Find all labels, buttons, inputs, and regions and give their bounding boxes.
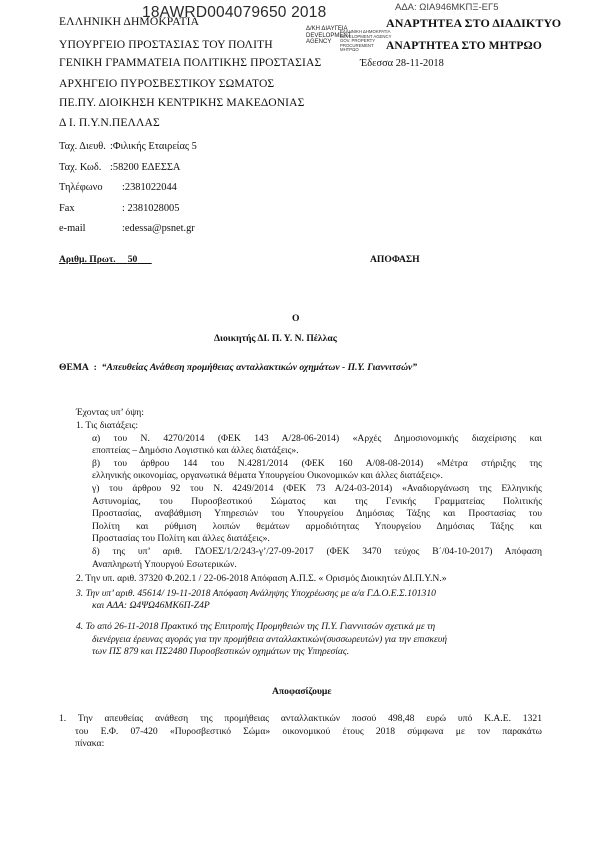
stamp-internet: ΑΝΑΡΤΗΤΕΑ ΣΤΟ ΔΙΑΔΙΚΤΥΟ xyxy=(386,16,562,30)
agency-small-print: ΕΛΛΗΝΙΚΗ ΔΗΜΟΚΡΑΤΙΑ DEVELOPMENT AGENCY GOV. PROPERTY PROCUREMENT ΜΗΤΡΩΟ xyxy=(340,29,392,53)
contact-row: Τηλέφωνο :2381022044 xyxy=(59,182,177,194)
item-4: 4. Το από 26-11-2018 Πρακτικό της Επιτροπής Προμηθειών της Π.Υ. Γιαννιτσών σχετικά με τη διενέργεια έρευνας αγοράς για την προμήθεια ανταλλακτικών(συσσωρευτών) για την επισκευή των ΠΣ 879 και ΠΣ2480 Πυροσβεστικών οχημάτων της Υπηρεσίας. xyxy=(76,620,447,658)
decision-text: 1. Την απευθείας ανάθεση της προμήθειας ανταλλακτικών ποσού 498,48 ευρώ υπό Κ.Α.Ε. 1321 του Ε.Φ. 07-420 «Πυροσβεστικό Σώμα» οικονομικού έτους 2018 σύμφωνα με τον παρακάτω πίνακα: xyxy=(59,713,542,750)
commander-title: Διοικητής ΔΙ. Π. Υ. Ν. Πέλλας xyxy=(214,333,337,344)
barcode-text: 18AWRD004079650 2018 xyxy=(142,4,327,21)
item-1d: δ) της υπ’ αριθ. ΓΔΟΕΣ/1/2/243-γ’/27-09-2017 (ΦΕΚ 3470 τεύχος Β΄/04-10-2017) Απόφαση Αναπληρωτή Υπουργού Εσωτερικών. xyxy=(92,545,542,570)
ada-code: ΑΔΑ: ΩΙΑ946ΜΚΠΞ-ΕΓ5 xyxy=(395,2,499,13)
stamp-registry: ΑΝΑΡΤΗΤΕΑ ΣΤΟ ΜΗΤΡΩΟ xyxy=(386,40,542,52)
subject-line: ΘΕΜΑ : “Απευθείας Ανάθεση προμήθειας ανταλλακτικών οχημάτων - Π.Υ. Γιαννιτσών” xyxy=(59,362,418,373)
header-line-5: ΠΕ.ΠΥ. ΔΙΟΙΚΗΣΗ ΚΕΝΤΡΙΚΗΣ ΜΑΚΕΔΟΝΙΑΣ xyxy=(59,96,305,109)
the-letter: Ο xyxy=(292,313,300,324)
contact-row: Ταχ. Κωδ. :58200 ΕΔΕΣΣΑ xyxy=(59,161,181,173)
header-line-3: ΓΕΝΙΚΗ ΓΡΑΜΜΑΤΕΙΑ ΠΟΛΙΤΙΚΗΣ ΠΡΟΣΤΑΣΙΑΣ xyxy=(59,56,322,69)
decide-heading: Αποφασίζουμε xyxy=(272,686,332,697)
item-2: 2. Την υπ. αριθ. 37320 Φ.202.1 / 22-06-2018 Απόφαση Α.Π.Σ. « Ορισμός Διοικητών ΔΙ.Π.Υ.Ν.» xyxy=(76,573,447,585)
header-line-4: ΑΡΧΗΓΕΙΟ ΠΥΡΟΣΒΕΣΤΙΚΟΥ ΣΩΜΑΤΟΣ xyxy=(59,77,275,90)
contact-block xyxy=(59,137,197,240)
header-line-1: ΕΛΛΗΝΙΚΗ ΔΗΜΟΚΡΑΤΙΑ xyxy=(59,15,200,28)
item-1b: β) του άρθρου 144 του Ν.4281/2014 (ΦΕΚ 160 Α/08-08-2014) «Μέτρα στήριξης της ελληνικής οικονομίας, οργανωτικά θέματα Υπουργείου Οικονομικών και άλλες διατάξεις». xyxy=(92,457,542,482)
place-date: Έδεσσα 28-11-2018 xyxy=(360,58,444,69)
agency-label: Δ/ΚΗ ΔΙΑΥΓΕΙΑ DEVELOPMENT AGENCY xyxy=(306,26,352,45)
contact-row: Fax : 2381028005 xyxy=(59,202,180,214)
intro-text: Έχοντας υπ’ όψη: xyxy=(76,407,144,418)
protocol-number: Αριθμ. Πρωτ. 50 xyxy=(59,254,138,265)
item-1: 1. Τις διατάξεις: xyxy=(76,420,139,431)
header-line-6: Δ Ι. Π.Υ.Ν.ΠΕΛΛΑΣ xyxy=(59,116,160,129)
item-3: 3. Την υπ’ αριθ. 45614/ 19-11-2018 Απόφαση Ανάληψης Υποχρέωσης με α/α Γ.Δ.Ο.Ε.Σ.101310 και ΑΔΑ: Ω4ΨΩ46ΜΚ6Π-Ζ4Ρ xyxy=(76,587,436,612)
contact-row: e-mail :edessa@psnet.gr xyxy=(59,223,195,235)
item-1a: α) του Ν. 4270/2014 (ΦΕΚ 143 Α/28-06-2014) «Αρχές Δημοσιονομικής διαχείρισης και εποπτείας – Δημόσιο Λογιστικό και άλλες διατάξεις». xyxy=(92,432,542,457)
considerations-list xyxy=(76,420,542,659)
contact-row: Ταχ. Διευθ. :Φιλικής Εταιρείας 5 xyxy=(59,141,197,152)
header-line-2: ΥΠΟΥΡΓΕΙΟ ΠΡΟΣΤΑΣΙΑΣ ΤΟΥ ΠΟΛΙΤΗ xyxy=(59,38,273,51)
item-1c: γ) του άρθρου 92 του Ν. 4249/2014 (ΦΕΚ 73 Α/24-03-2014) «Αναδιοργάνωση της Ελληνικής Αστυνομίας, του Πυροσβεστικού Σώματος και της Γενικής Γραμματείας Πολιτικής Προστασίας, αναβάθμιση Υπηρεσιών του Υπουργείου Δημόσιας Τάξης και Προστασίας του Πολίτη και ρύθμιση λοιπών θεμάτων αρμοδιότητας Υπουργείου Δημόσιας Τάξης και Προστασίας του Πολίτη και άλλες διατάξεις». xyxy=(92,482,542,545)
document-title: ΑΠΟΦΑΣΗ xyxy=(370,254,420,265)
